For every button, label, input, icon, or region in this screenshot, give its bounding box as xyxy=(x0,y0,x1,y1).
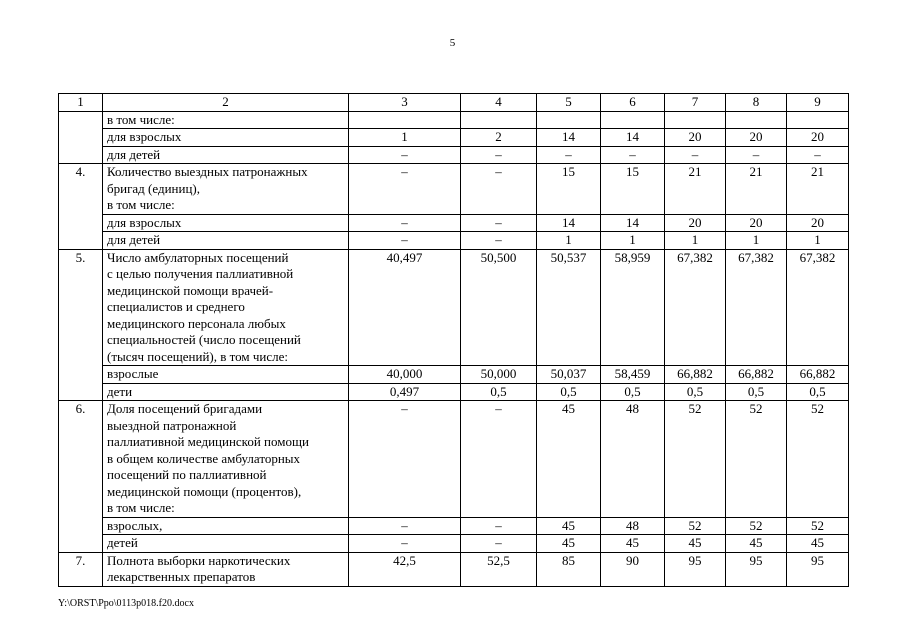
value-cell xyxy=(537,111,601,129)
table-row xyxy=(59,535,849,553)
table-row xyxy=(59,517,849,535)
value-cell: 15 xyxy=(537,164,601,215)
value-cell: 20 xyxy=(726,214,787,232)
value-cell: – xyxy=(665,146,726,164)
value-cell: 14 xyxy=(537,129,601,147)
header-cell: 9 xyxy=(787,94,849,112)
value-cell: – xyxy=(349,535,461,553)
row-number-cell: 4. xyxy=(59,164,103,250)
value-cell xyxy=(726,111,787,129)
value-cell: – xyxy=(787,146,849,164)
value-cell: 66,882 xyxy=(787,366,849,384)
value-cell: 50,500 xyxy=(461,249,537,366)
value-cell xyxy=(665,111,726,129)
table-row xyxy=(59,401,849,518)
value-cell: – xyxy=(349,164,461,215)
value-cell: 45 xyxy=(787,535,849,553)
indicator-name-cell: детей xyxy=(103,535,349,553)
value-cell: – xyxy=(461,146,537,164)
indicator-name-cell: для детей xyxy=(103,146,349,164)
file-path-footer: Y:\ORST\Ppo\0113p018.f20.docx xyxy=(58,598,194,609)
indicator-name-cell: взрослых, xyxy=(103,517,349,535)
value-cell: 48 xyxy=(601,517,665,535)
value-cell: – xyxy=(601,146,665,164)
value-cell xyxy=(601,111,665,129)
table-row xyxy=(59,111,849,129)
value-cell: – xyxy=(349,517,461,535)
row-number-cell: 7. xyxy=(59,552,103,586)
indicator-name-cell: для детей xyxy=(103,232,349,250)
header-row xyxy=(59,94,849,112)
value-cell: 52,5 xyxy=(461,552,537,586)
table-row xyxy=(59,129,849,147)
value-cell: 90 xyxy=(601,552,665,586)
value-cell: 58,459 xyxy=(601,366,665,384)
table-row xyxy=(59,146,849,164)
value-cell: 1 xyxy=(787,232,849,250)
value-cell xyxy=(461,111,537,129)
value-cell: 67,382 xyxy=(787,249,849,366)
value-cell: 67,382 xyxy=(726,249,787,366)
value-cell: 85 xyxy=(537,552,601,586)
value-cell: 45 xyxy=(537,401,601,518)
value-cell: 95 xyxy=(665,552,726,586)
value-cell: 14 xyxy=(537,214,601,232)
table-body xyxy=(59,94,849,587)
value-cell: 67,382 xyxy=(665,249,726,366)
indicator-name-cell: Число амбулаторных посещений с целью получения паллиативной медицинской помощи врачей- специалистов и среднего медицинского персонала любых специальностей (число посещений (тысяч посещений), в том числе: xyxy=(103,249,349,366)
value-cell: 40,000 xyxy=(349,366,461,384)
indicator-name-cell: для взрослых xyxy=(103,214,349,232)
value-cell: – xyxy=(461,401,537,518)
value-cell: – xyxy=(349,214,461,232)
value-cell: 1 xyxy=(537,232,601,250)
value-cell: 45 xyxy=(537,535,601,553)
value-cell: 20 xyxy=(787,214,849,232)
indicator-name-cell: Доля посещений бригадами выездной патронажной паллиативной медицинской помощи в общем количестве амбулаторных посещений по паллиативной медицинской помощи (процентов), в том числе: xyxy=(103,401,349,518)
value-cell: 14 xyxy=(601,129,665,147)
indicator-name-cell: Количество выездных патронажных бригад (единиц), в том числе: xyxy=(103,164,349,215)
table-row xyxy=(59,383,849,401)
table-row xyxy=(59,249,849,366)
value-cell: 95 xyxy=(726,552,787,586)
header-cell: 4 xyxy=(461,94,537,112)
value-cell xyxy=(349,111,461,129)
value-cell: 50,000 xyxy=(461,366,537,384)
value-cell: 66,882 xyxy=(726,366,787,384)
indicator-name-cell: Полнота выборки наркотических лекарственных препаратов xyxy=(103,552,349,586)
value-cell: 20 xyxy=(726,129,787,147)
value-cell: 14 xyxy=(601,214,665,232)
header-cell: 1 xyxy=(59,94,103,112)
header-cell: 6 xyxy=(601,94,665,112)
table-row xyxy=(59,366,849,384)
page-number: 5 xyxy=(449,37,456,49)
value-cell: – xyxy=(537,146,601,164)
table-row xyxy=(59,214,849,232)
value-cell: 52 xyxy=(787,517,849,535)
value-cell: 52 xyxy=(665,517,726,535)
row-number-cell xyxy=(59,111,103,164)
value-cell: 15 xyxy=(601,164,665,215)
value-cell: 20 xyxy=(787,129,849,147)
value-cell: 21 xyxy=(665,164,726,215)
value-cell: – xyxy=(461,214,537,232)
value-cell: 1 xyxy=(726,232,787,250)
value-cell: 50,537 xyxy=(537,249,601,366)
header-cell: 3 xyxy=(349,94,461,112)
value-cell: 45 xyxy=(665,535,726,553)
value-cell: 48 xyxy=(601,401,665,518)
value-cell: 20 xyxy=(665,129,726,147)
value-cell: 52 xyxy=(726,401,787,518)
table-row xyxy=(59,552,849,586)
value-cell: 66,882 xyxy=(665,366,726,384)
value-cell: 40,497 xyxy=(349,249,461,366)
header-cell: 5 xyxy=(537,94,601,112)
value-cell: 1 xyxy=(349,129,461,147)
value-cell: 45 xyxy=(537,517,601,535)
value-cell: – xyxy=(349,401,461,518)
value-cell: – xyxy=(461,517,537,535)
header-cell: 2 xyxy=(103,94,349,112)
value-cell: 58,959 xyxy=(601,249,665,366)
value-cell xyxy=(787,111,849,129)
value-cell: – xyxy=(461,535,537,553)
table-row xyxy=(59,164,849,215)
indicator-name-cell: для взрослых xyxy=(103,129,349,147)
indicator-name-cell: дети xyxy=(103,383,349,401)
row-number-cell: 5. xyxy=(59,249,103,401)
value-cell: 0,5 xyxy=(665,383,726,401)
value-cell: 45 xyxy=(601,535,665,553)
value-cell: 52 xyxy=(665,401,726,518)
value-cell: 0,5 xyxy=(726,383,787,401)
value-cell: 20 xyxy=(665,214,726,232)
value-cell: 95 xyxy=(787,552,849,586)
value-cell: – xyxy=(461,164,537,215)
value-cell: 0,5 xyxy=(787,383,849,401)
value-cell: – xyxy=(349,146,461,164)
table-row xyxy=(59,232,849,250)
value-cell: 1 xyxy=(601,232,665,250)
value-cell: 21 xyxy=(726,164,787,215)
value-cell: 45 xyxy=(726,535,787,553)
value-cell: 0,5 xyxy=(537,383,601,401)
value-cell: 21 xyxy=(787,164,849,215)
value-cell: – xyxy=(726,146,787,164)
value-cell: 52 xyxy=(726,517,787,535)
value-cell: 0,497 xyxy=(349,383,461,401)
header-cell: 8 xyxy=(726,94,787,112)
value-cell: – xyxy=(461,232,537,250)
value-cell: 2 xyxy=(461,129,537,147)
indicator-name-cell: в том числе: xyxy=(103,111,349,129)
value-cell: 50,037 xyxy=(537,366,601,384)
value-cell: 1 xyxy=(665,232,726,250)
indicators-table xyxy=(58,93,849,587)
header-cell: 7 xyxy=(665,94,726,112)
row-number-cell: 6. xyxy=(59,401,103,553)
value-cell: – xyxy=(349,232,461,250)
value-cell: 52 xyxy=(787,401,849,518)
indicator-name-cell: взрослые xyxy=(103,366,349,384)
value-cell: 42,5 xyxy=(349,552,461,586)
value-cell: 0,5 xyxy=(461,383,537,401)
value-cell: 0,5 xyxy=(601,383,665,401)
